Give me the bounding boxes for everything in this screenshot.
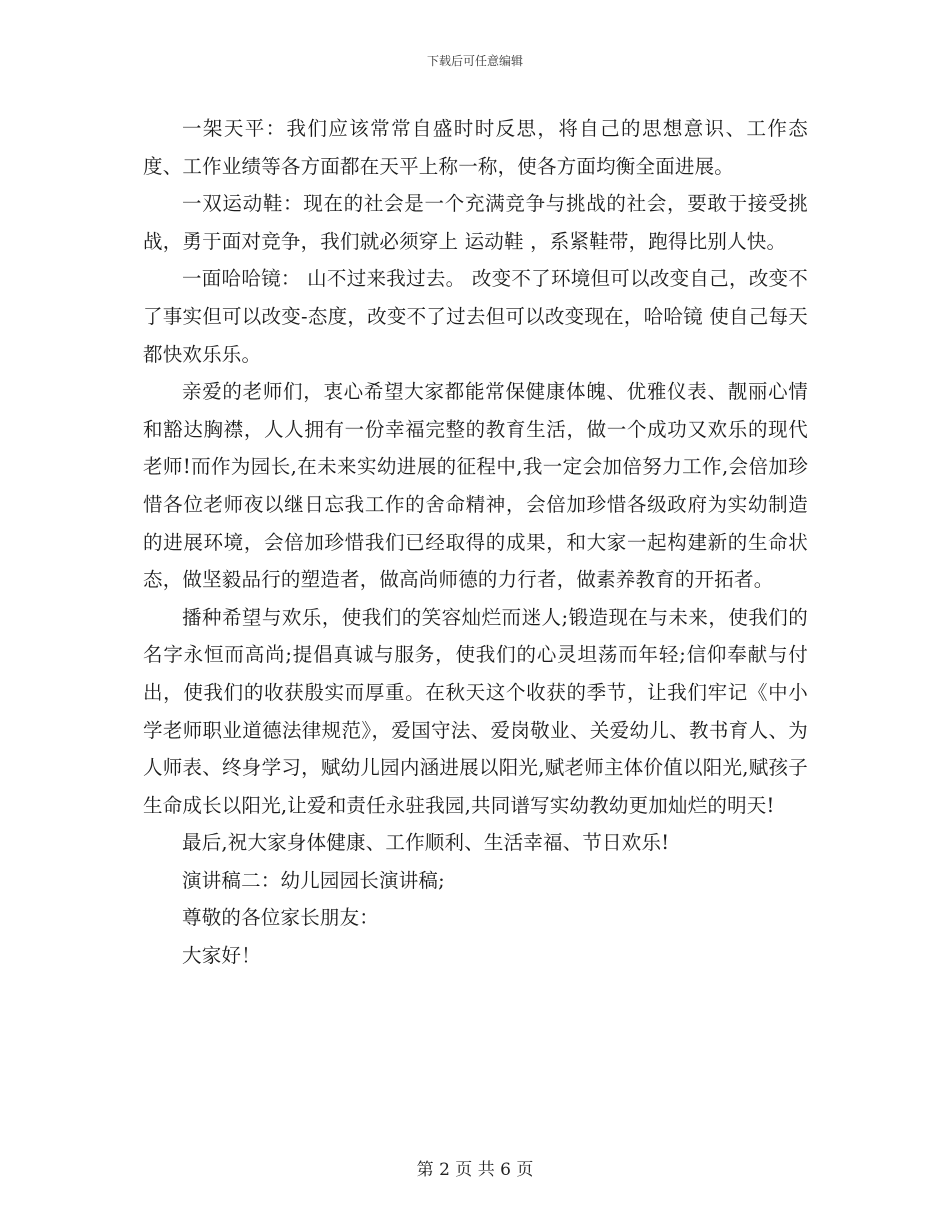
paragraph-wishes: 最后,祝大家身体健康、工作顺利、生活幸福、节日欢乐! xyxy=(182,831,670,855)
paragraph-teachers: 亲爱的老师们，衷心希望大家都能常保健康体魄、优雅仪表、靓丽心情和豁达胸襟，人人拥有一份幸福完整的教育生活，做一个成功又欢乐的现代老师!而作为园长,在未来实幼进展的征程中,我一定会加倍努力工作,会倍加珍惜各位老师夜以继日忘我工作的舍命精神，会倍加珍惜各级政府为实幼制造的进展环境，会倍加珍惜我们已经取得的成果，和大家一起构建新的生命状态，做坚毅品行的塑造者，做高尚师德的力行者，做素养教育的开拓者。 xyxy=(143,380,808,592)
paragraph-mirror: 一面哈哈镜： 山不过来我过去。 改变不了环境但可以改变自己，改变不了事实但可以改变-态度，改变不了过去但可以改变现在，哈哈镜 使自己每天都快欢乐乐。 xyxy=(143,267,808,366)
paragraph-salutation: 尊敬的各位家长朋友： xyxy=(182,906,380,930)
page-header-note: 下载后可任意编辑 xyxy=(426,54,523,68)
paragraph-greeting: 大家好！ xyxy=(182,944,261,968)
paragraph-speech-title: 演讲稿二：幼儿园园长演讲稿; xyxy=(182,868,445,892)
paragraph-sneakers: 一双运动鞋：现在的社会是一个充满竞争与挑战的社会，要敢于接受挑战，勇于面对竞争，我们就必须穿上 运动鞋 ，系紧鞋带，跑得比别人快。 xyxy=(143,192,808,253)
document-body xyxy=(143,110,808,975)
paragraph-hope: 播种希望与欢乐，使我们的笑容灿烂而迷人;锻造现在与未来，使我们的名字永恒而高尚;提倡真诚与服务，使我们的心灵坦荡而年轻;信仰奉献与付出，使我们的收获殷实而厚重。在秋天这个收获的季节，让我们牢记《中小学老师职业道德法律规范》，爱国守法、爱岗敬业、关爱幼儿、教书育人、为人师表、终身学习，赋幼儿园内涵进展以阳光,赋老师主体价值以阳光,赋孩子生命成长以阳光,让爱和责任永驻我园,共同谱写实幼教幼更加灿烂的明天! xyxy=(143,605,808,817)
page-number: 第 2 页 共 6 页 xyxy=(416,1160,534,1180)
paragraph-balance: 一架天平：我们应该常常自盛时时反思，将自己的思想意识、工作态度、工作业绩等各方面都在天平上称一称，使各方面均衡全面进展。 xyxy=(143,117,808,178)
